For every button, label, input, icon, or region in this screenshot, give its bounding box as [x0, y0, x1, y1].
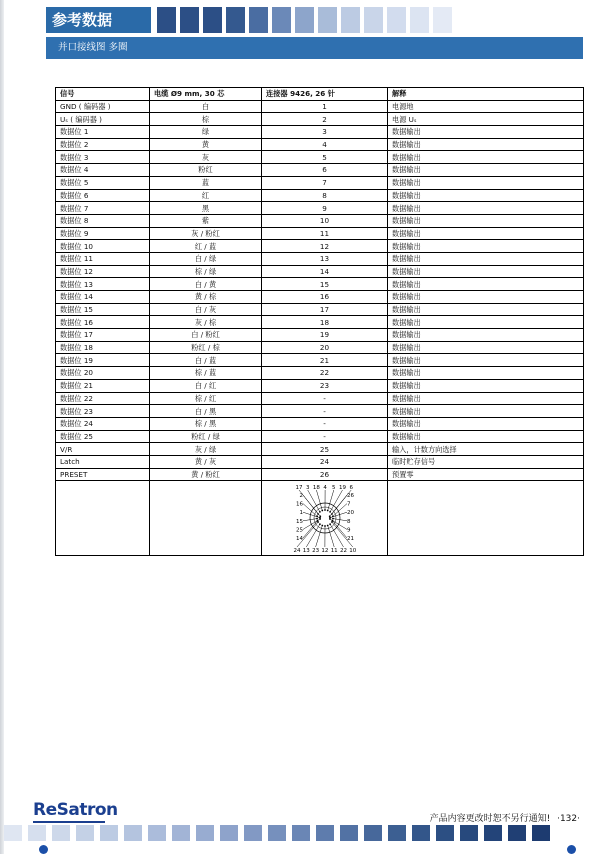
- pin-dot: [316, 518, 318, 520]
- cell-description: 数据输出: [388, 164, 584, 177]
- cell-pin: 25: [262, 443, 388, 456]
- cell-cable: 棕: [150, 113, 262, 126]
- pin-dot: [317, 513, 319, 515]
- cell-pin: 13: [262, 252, 388, 265]
- footer-square: [340, 825, 358, 841]
- cell-cable: 黄 / 灰: [150, 455, 262, 468]
- cell-cable: 棕 / 黑: [150, 417, 262, 430]
- cell-pin: 10: [262, 214, 388, 227]
- header-square: [203, 7, 222, 33]
- pin-label: 21: [346, 536, 354, 543]
- cell-description: 数据输出: [388, 303, 584, 316]
- cell-pin: 19: [262, 329, 388, 342]
- cell-description: 电源 Uₛ: [388, 113, 584, 126]
- header-square: [295, 7, 314, 33]
- cell-description: 数据输出: [388, 202, 584, 215]
- cell-cable: 粉红 / 棕: [150, 341, 262, 354]
- pin-label: 22: [339, 548, 347, 555]
- table-row: [56, 214, 584, 227]
- cell-pin: 4: [262, 138, 388, 151]
- cell-cable: 绿: [150, 126, 262, 139]
- cell-signal: 数据位 18: [56, 341, 150, 354]
- table-row: [56, 164, 584, 177]
- pin-lead-line: [331, 522, 352, 547]
- pin-dot: [316, 516, 318, 518]
- footer-square: [196, 825, 214, 841]
- cell-pin: 17: [262, 303, 388, 316]
- cell-description: 数据输出: [388, 240, 584, 253]
- cell-cable: 灰 / 棕: [150, 316, 262, 329]
- cell-description: 数据输出: [388, 138, 584, 151]
- cell-description: 数据输出: [388, 392, 584, 405]
- pin-label: 10: [348, 548, 356, 555]
- table-row: [56, 252, 584, 265]
- pin-label: 16: [295, 501, 303, 508]
- footer-square: [508, 825, 526, 841]
- header-square: [341, 7, 360, 33]
- cell-signal: 数据位 17: [56, 329, 150, 342]
- cell-cable: 白 / 粉红: [150, 329, 262, 342]
- cell-cable: 棕 / 绿: [150, 265, 262, 278]
- cell-cable: 灰 / 绿: [150, 443, 262, 456]
- pin-dot: [324, 509, 326, 511]
- pin-label: 23: [311, 548, 319, 555]
- pin-lead-line: [315, 526, 322, 548]
- cell-cable: 粉红: [150, 164, 262, 177]
- cell-signal: 数据位 19: [56, 354, 150, 367]
- pin-dot: [326, 525, 328, 527]
- pin-dot: [321, 525, 323, 527]
- pin-dot: [324, 525, 326, 527]
- cell-cable: 灰: [150, 151, 262, 164]
- pin-dot: [332, 518, 334, 520]
- col-header-signal: 信号: [56, 88, 150, 101]
- header-decoration: [157, 7, 452, 33]
- cell-signal: GND ( 编码器 ): [56, 100, 150, 113]
- table-row: [56, 138, 584, 151]
- pin-dot: [316, 520, 318, 522]
- cell-pin: 22: [262, 367, 388, 380]
- cell-signal: 数据位 8: [56, 214, 150, 227]
- cell-cable: 黄 / 棕: [150, 291, 262, 304]
- col-header-connector: 连接器 9426, 26 针: [262, 88, 388, 101]
- cell-pin: 5: [262, 151, 388, 164]
- header-square: [157, 7, 176, 33]
- cell-signal: Uₛ ( 编码器 ): [56, 113, 150, 126]
- cell-description: 数据输出: [388, 354, 584, 367]
- pin-label: 7: [346, 501, 350, 508]
- footer-square: [316, 825, 334, 841]
- brand-logo: [33, 800, 118, 820]
- cell-cable: 白 / 灰: [150, 303, 262, 316]
- footer-square: [76, 825, 94, 841]
- col-header-cable: 电缆 Ø9 mm, 30 芯: [150, 88, 262, 101]
- pin-dot: [329, 518, 331, 520]
- table-row: [56, 341, 584, 354]
- pin-label: 8: [346, 519, 350, 526]
- pin-lead-line: [327, 526, 334, 548]
- cell-description: 数据输出: [388, 291, 584, 304]
- footer-square: [412, 825, 430, 841]
- header-square: [318, 7, 337, 33]
- footer-square: [4, 825, 22, 841]
- cell-description: 数据输出: [388, 278, 584, 291]
- cell-description: 数据输出: [388, 430, 584, 443]
- footer-square: [364, 825, 382, 841]
- cell-signal: 数据位 1: [56, 126, 150, 139]
- pin-label: 6: [348, 485, 353, 492]
- pin-label: 18: [312, 485, 320, 492]
- table-row: [56, 392, 584, 405]
- cell-cable: 白: [150, 100, 262, 113]
- cell-signal: PRESET: [56, 468, 150, 481]
- table-row: [56, 189, 584, 202]
- cell-signal: 数据位 23: [56, 405, 150, 418]
- signal-table: [55, 87, 584, 556]
- pin-label: 12: [320, 548, 328, 555]
- header-square: [272, 7, 291, 33]
- table-row: [56, 176, 584, 189]
- cell-pin: 14: [262, 265, 388, 278]
- pin-label: 2: [299, 493, 303, 500]
- cell-pin: 20: [262, 341, 388, 354]
- cell-description: 预置零: [388, 468, 584, 481]
- pin-lead-line: [297, 522, 318, 547]
- pin-dot: [329, 511, 331, 513]
- table-row: [56, 240, 584, 253]
- table-row: [56, 265, 584, 278]
- cell-description: 临时贮存信号: [388, 455, 584, 468]
- footer-dot-left: [39, 845, 48, 854]
- pin-label: 14: [295, 536, 303, 543]
- cell-description: 电源地: [388, 100, 584, 113]
- cell-description: 数据输出: [388, 417, 584, 430]
- footer-square: [124, 825, 142, 841]
- logo-text: ReSatron: [33, 800, 118, 820]
- page-title: 参考数据: [46, 7, 151, 33]
- pin-dot: [319, 524, 321, 526]
- cell-pin: 1: [262, 100, 388, 113]
- footer-square: [388, 825, 406, 841]
- pin-label: 5: [331, 485, 336, 492]
- table-row: [56, 455, 584, 468]
- cell-cable: 红: [150, 189, 262, 202]
- header-square: [433, 7, 452, 33]
- cell-signal: V/R: [56, 443, 150, 456]
- cell-cable: 灰 / 粉红: [150, 227, 262, 240]
- cell-signal: 数据位 25: [56, 430, 150, 443]
- cell-signal: 数据位 20: [56, 367, 150, 380]
- table-row: [56, 379, 584, 392]
- pin-label: 17: [295, 485, 302, 492]
- cell-pin: 18: [262, 316, 388, 329]
- cell-pin: -: [262, 417, 388, 430]
- cell-description: 数据输出: [388, 379, 584, 392]
- header-square: [387, 7, 406, 33]
- cell-signal: 数据位 15: [56, 303, 150, 316]
- footer-square: [28, 825, 46, 841]
- header-square: [226, 7, 245, 33]
- cell-cable: 红 / 蓝: [150, 240, 262, 253]
- footer-notice-text: 产品内容更改时恕不另行通知!: [429, 814, 551, 824]
- cell-cable: 蓝: [150, 176, 262, 189]
- footer-square: [148, 825, 166, 841]
- table-body: [56, 100, 584, 481]
- header-square: [249, 7, 268, 33]
- table-row: [56, 113, 584, 126]
- footer-square: [52, 825, 70, 841]
- cell-signal: 数据位 22: [56, 392, 150, 405]
- cell-signal: Latch: [56, 455, 150, 468]
- footer-square: [172, 825, 190, 841]
- cell-pin: 26: [262, 468, 388, 481]
- cell-cable: 黄 / 粉红: [150, 468, 262, 481]
- header-square: [410, 7, 429, 33]
- cell-signal: 数据位 21: [56, 379, 150, 392]
- table-row: [56, 100, 584, 113]
- header-square: [180, 7, 199, 33]
- footer-dot-right: [567, 845, 576, 854]
- cell-signal: 数据位 6: [56, 189, 150, 202]
- cell-description: 数据输出: [388, 329, 584, 342]
- cell-signal: 数据位 10: [56, 240, 150, 253]
- table-row: [56, 303, 584, 316]
- cell-cable: 黑: [150, 202, 262, 215]
- cell-signal: 数据位 3: [56, 151, 150, 164]
- cell-signal: 数据位 16: [56, 316, 150, 329]
- table-row: [56, 151, 584, 164]
- footer-square: [244, 825, 262, 841]
- connector-pin-diagram: [285, 482, 365, 554]
- cell-signal: 数据位 2: [56, 138, 150, 151]
- cell-signal: 数据位 14: [56, 291, 150, 304]
- footer-square: [460, 825, 478, 841]
- table-row: [56, 417, 584, 430]
- cell-pin: 15: [262, 278, 388, 291]
- cell-signal: 数据位 5: [56, 176, 150, 189]
- table-row: [56, 316, 584, 329]
- cell-description: 数据输出: [388, 265, 584, 278]
- cell-description: 数据输出: [388, 126, 584, 139]
- table-row: [56, 126, 584, 139]
- footer-square: [436, 825, 454, 841]
- cell-pin: 3: [262, 126, 388, 139]
- cell-pin: -: [262, 405, 388, 418]
- cell-signal: 数据位 11: [56, 252, 150, 265]
- pin-dot: [319, 511, 321, 513]
- footer-square: [484, 825, 502, 841]
- pin-label: 13: [302, 548, 310, 555]
- cell-pin: 23: [262, 379, 388, 392]
- cell-pin: 11: [262, 227, 388, 240]
- cell-pin: 12: [262, 240, 388, 253]
- cell-pin: 7: [262, 176, 388, 189]
- pin-label: 20: [346, 510, 354, 517]
- footer-decoration: [4, 825, 550, 841]
- cell-description: 数据输出: [388, 367, 584, 380]
- cell-description: 数据输出: [388, 176, 584, 189]
- pin-label: 4: [322, 485, 327, 492]
- cell-pin: 16: [262, 291, 388, 304]
- cell-pin: 21: [262, 354, 388, 367]
- cell-description: 数据输出: [388, 316, 584, 329]
- pin-label: 25: [295, 527, 303, 534]
- cell-cable: 粉红 / 绿: [150, 430, 262, 443]
- pin-label: 26: [346, 493, 354, 500]
- pin-dot: [326, 510, 328, 512]
- table-row: [56, 430, 584, 443]
- cell-pin: -: [262, 392, 388, 405]
- col-header-description: 解释: [388, 88, 584, 101]
- cell-pin: 6: [262, 164, 388, 177]
- pin-label: 24: [293, 548, 300, 555]
- cell-cable: 棕 / 红: [150, 392, 262, 405]
- pin-dot: [321, 510, 323, 512]
- pin-label: 11: [330, 548, 338, 555]
- cell-cable: 黄: [150, 138, 262, 151]
- cell-cable: 白 / 黄: [150, 278, 262, 291]
- footer-square: [220, 825, 238, 841]
- cell-pin: 2: [262, 113, 388, 126]
- footer-notice: [430, 811, 580, 824]
- pin-label: 3: [305, 485, 309, 492]
- page-number: ·132·: [557, 814, 580, 824]
- header-square: [364, 7, 383, 33]
- cell-pin: 8: [262, 189, 388, 202]
- pin-dot: [331, 520, 333, 522]
- page-edge: [0, 0, 4, 854]
- table-header-row: [56, 88, 584, 101]
- cell-signal: 数据位 4: [56, 164, 150, 177]
- cell-cable: 棕 / 蓝: [150, 367, 262, 380]
- table-row: [56, 367, 584, 380]
- table-row: [56, 202, 584, 215]
- cell-description: 数据输出: [388, 341, 584, 354]
- cell-signal: 数据位 13: [56, 278, 150, 291]
- cell-description: 数据输出: [388, 227, 584, 240]
- pin-dot: [319, 518, 321, 520]
- pin-dot: [331, 513, 333, 515]
- cell-pin: 9: [262, 202, 388, 215]
- diagram-empty-cell: [388, 481, 584, 556]
- cell-signal: 数据位 12: [56, 265, 150, 278]
- cell-description: 数据输出: [388, 189, 584, 202]
- footer-square: [292, 825, 310, 841]
- logo-underline: [33, 821, 105, 823]
- pin-label: 19: [338, 485, 346, 492]
- cell-cable: 白 / 蓝: [150, 354, 262, 367]
- cell-description: 数据输出: [388, 214, 584, 227]
- table-row: [56, 227, 584, 240]
- pin-label: 1: [299, 510, 303, 517]
- pin-dot: [329, 524, 331, 526]
- connector-diagram-cell: [262, 481, 388, 556]
- diagram-empty-cell: [56, 481, 150, 556]
- cell-signal: 数据位 24: [56, 417, 150, 430]
- table-row: [56, 291, 584, 304]
- pin-label: 9: [346, 527, 350, 534]
- pin-dot: [331, 516, 333, 518]
- table-row: [56, 354, 584, 367]
- cell-pin: -: [262, 430, 388, 443]
- footer-square: [100, 825, 118, 841]
- footer-square: [268, 825, 286, 841]
- pin-label: 15: [295, 519, 303, 526]
- section-subtitle: 并口接线图 多圈: [46, 37, 583, 59]
- cell-description: 数据输出: [388, 151, 584, 164]
- table-row: [56, 443, 584, 456]
- cell-signal: 数据位 9: [56, 227, 150, 240]
- table-row: [56, 278, 584, 291]
- cell-signal: 数据位 7: [56, 202, 150, 215]
- cell-description: 输入，计数方向选择: [388, 443, 584, 456]
- cell-pin: 24: [262, 455, 388, 468]
- table-row: [56, 405, 584, 418]
- cell-cable: 白 / 绿: [150, 252, 262, 265]
- cell-cable: 白 / 红: [150, 379, 262, 392]
- cell-cable: 紫: [150, 214, 262, 227]
- cell-description: 数据输出: [388, 405, 584, 418]
- diagram-empty-cell: [150, 481, 262, 556]
- cell-description: 数据输出: [388, 252, 584, 265]
- footer-square: [532, 825, 550, 841]
- table-row: [56, 329, 584, 342]
- table-row: [56, 468, 584, 481]
- diagram-row: [56, 481, 584, 556]
- cell-cable: 白 / 黑: [150, 405, 262, 418]
